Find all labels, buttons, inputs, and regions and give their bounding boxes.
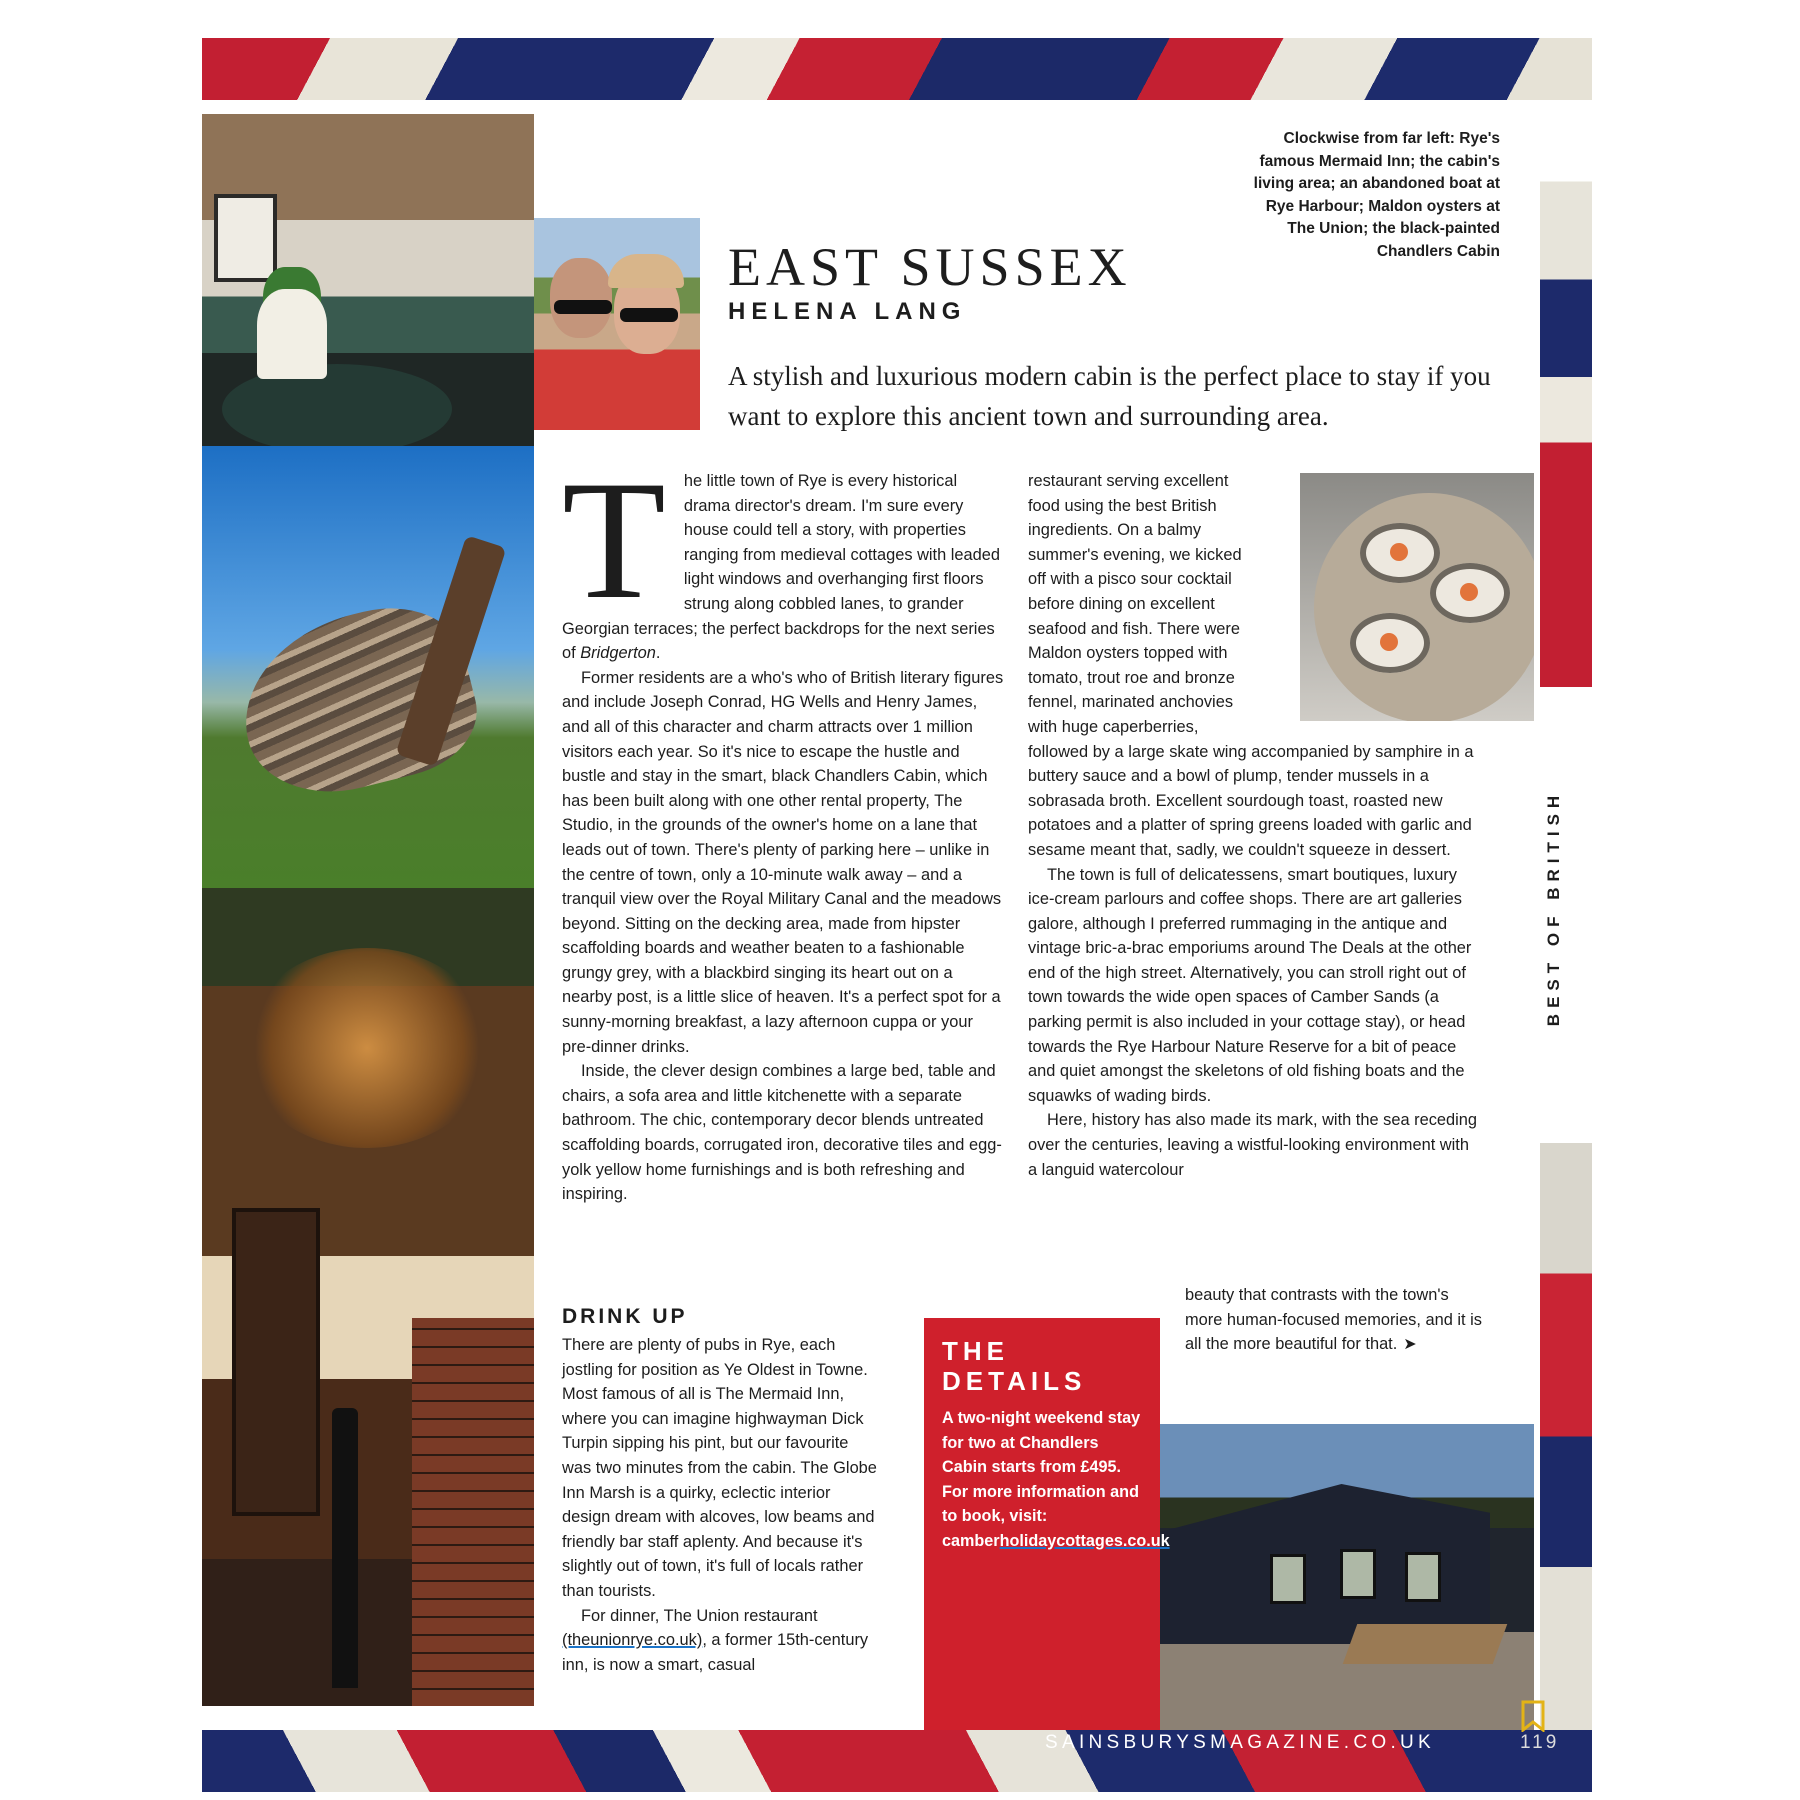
cabin-living-area-photo (202, 114, 534, 446)
article-paragraph-tail: beauty that contrasts with the town's more human-focused memories, and it is all the more beautiful for that. ➤ (1185, 1283, 1485, 1358)
author-byline: HELENA LANG (728, 298, 967, 325)
details-heading: THE DETAILS (942, 1336, 1087, 1396)
article-paragraph: For dinner, The Union restaurant (theunionrye.co.uk), a former 15th-century inn, is now a smart, casual (562, 1606, 869, 1674)
details-text: A two-night weekend stay for two at Chandlers Cabin starts from £495. For more information and to book, visit: camberholidaycottages.co.uk (942, 1409, 1170, 1550)
holiday-cottages-link[interactable]: holidaycottages.co.uk (999, 1531, 1170, 1550)
standfirst: A stylish and luxurious modern cabin is the perfect place to stay if you want to explore this ancient town and surrounding area. (728, 361, 1491, 431)
arrow-right-icon: ➤ (1403, 1336, 1417, 1354)
abandoned-boat-photo (202, 446, 534, 888)
section-label: BEST OF BRITISH (1544, 789, 1563, 1027)
magazine-url[interactable]: SAINSBURYSMAGAZINE.CO.UK (1045, 1732, 1436, 1753)
article-paragraph: Former residents are a who's who of British literary figures and include Joseph Conrad, HG Wells and Henry James, and all of this character and charm attracts over 1 million visitors each year. So it's nice to escape the hustle and bustle and stay in the smart, black Chandlers Cabin, which has been built along with one other rental property, The Studio, in the grounds of the owner's home on a lane that leads out of town. There's plenty of parking here – unlike in the centre of town, only a 10-minute walk away – and a tranquil view over the Royal Military Canal and the meadows beyond. Sitting on the decking area, made from hipster scaffolding boards and weather beaten to a fashionable grungy grey, with a blackbird singing its heart out on a nearby post, is a little slice of heaven. It's a perfect spot for a sunny-morning breakfast, a lazy afternoon cuppa or your pre-dinner drinks. (562, 668, 1004, 1056)
chandlers-cabin-photo (1160, 1424, 1534, 1730)
article-column-2 (1028, 469, 1478, 1182)
decorative-flag-border-top (202, 38, 1592, 100)
author-couple-photo (534, 218, 700, 430)
page-number: 119 (1520, 1732, 1560, 1753)
photo-caption: Clockwise from far left: Rye's famous Mermaid Inn; the cabin's living area; an abandoned boat at Rye Harbour; Maldon oysters at The Union; the black-painted Chandlers Cabin (1253, 130, 1500, 260)
article-paragraph: Inside, the clever design combines a large bed, table and chairs, a sofa area and little kitchenette with a separate bathroom. The chic, contemporary decor blends untreated scaffolding boards, corrugated iron, decorative tiles and egg-yolk yellow home furnishings and is both refreshing and inspiring. (562, 1062, 1002, 1204)
bookmark-icon[interactable] (1520, 1700, 1546, 1732)
union-restaurant-link[interactable]: (theunionrye.co.uk) (562, 1631, 703, 1650)
article-paragraph: There are plenty of pubs in Rye, each jostling for position as Ye Oldest in Towne. Most famous of all is The Mermaid Inn, where you can imagine highwayman Dick Turpin sipping his pint, but our favourite was two minutes from the cabin. The Globe Inn Marsh is a quirky, eclectic interior design dream with alcoves, low beams and friendly bar staff aplenty. And because it's slightly out of town, it's full of locals rather than tourists. (562, 1336, 877, 1600)
article-paragraph: Here, history has also made its mark, with the sea receding over the centuries, leaving a wistful-looking environment with a languid watercolour (1028, 1111, 1477, 1179)
drop-cap: T (562, 446, 666, 634)
section-heading-drink-up: DRINK UP (562, 1305, 688, 1328)
article-paragraph: restaurant serving excellent food using the best British ingredients. On a balmy summer's evening, we kicked off with a pisco sour cocktail before dining on excellent seafood and fish. There were Maldon oysters topped with tomato, trout roe and bronze fennel, marinated anchovies with huge caperberries, followed by a large skate wing accompanied by samphire in a buttery sauce and a bowl of plump, tender mussels in a sobrasada broth. Excellent sourdough toast, roasted new potatoes and a platter of spring greens loaded with garlic and sesame meant that, sadly, we couldn't squeeze in dessert. (1028, 472, 1474, 859)
mermaid-inn-photo (202, 888, 534, 1706)
page-title: EAST SUSSEX (728, 237, 1132, 297)
article-column-1 (562, 446, 1006, 1207)
article-paragraph: he little town of Rye is every historical drama director's dream. I'm sure every house could tell a story, with properties ranging from medieval cottages with leaded light windows and overhanging first floors strung along cobbled lanes, to grander Georgian terraces; the perfect backdrops for the next series of Bridgerton. (562, 472, 1000, 663)
article-paragraph: The town is full of delicatessens, smart boutiques, luxury ice-cream parlours and coffee shops. There are art galleries galore, although I preferred rummaging in the antique and vintage bric-a-brac emporiums around The Deals at the other end of the high street. Alternatively, you can stroll right out of town towards the wide open spaces of Camber Sands (a parking permit is also included in your cottage stay), or head towards the Rye Harbour Nature Reserve for a bit of peace and quiet amongst the skeletons of old fishing boats and the squawks of wading birds. (1028, 865, 1472, 1105)
article-column-3 (562, 1333, 882, 1677)
details-box (924, 1318, 1170, 1730)
